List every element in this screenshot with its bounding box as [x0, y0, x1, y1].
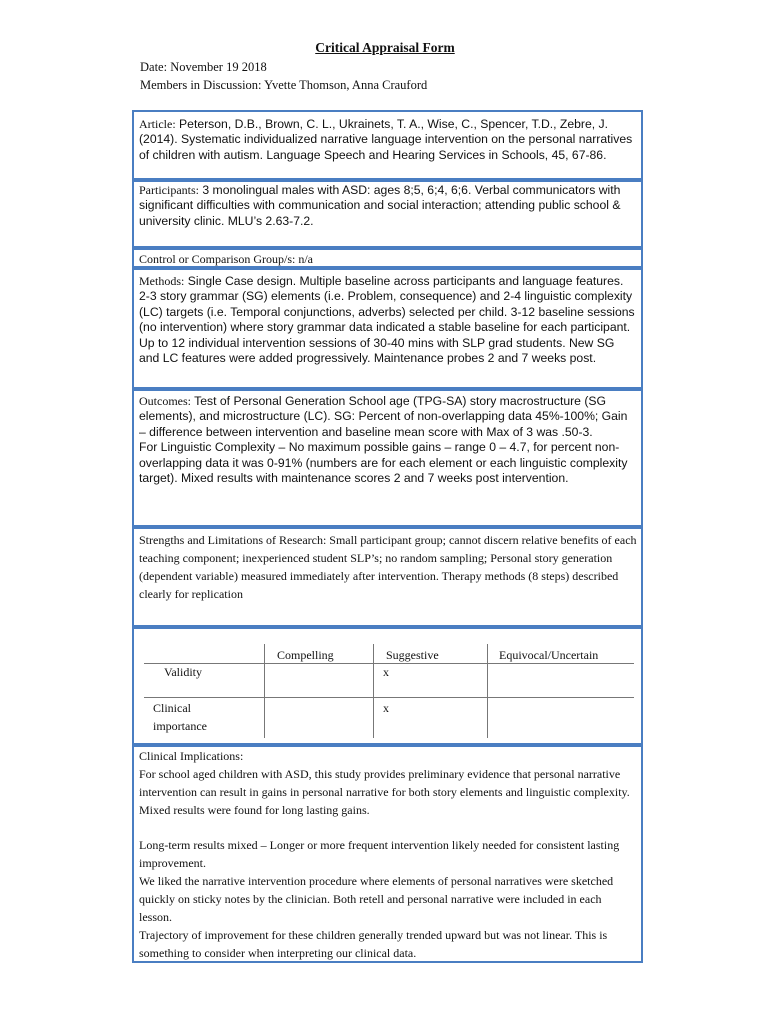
article-section — [132, 110, 643, 182]
outcomes-text: Test of Personal Generation School age (TPG-SA) story macrostructure (SG elements), and microstructure (LC). SG: Percent of non-overlapping data 45%-100%; Gain – difference between intervention and baseline mean score with Max of 3 was .50-3. — [139, 394, 628, 439]
implications-p3: We liked the narrative intervention procedure where elements of personal narratives were sketched quickly on sticky notes by the clinician. Both retell and personal narrative were included in each lesson. — [139, 874, 614, 924]
date-line: Date: November 19 2018 — [140, 60, 267, 74]
page-title: Critical Appraisal Form — [315, 40, 455, 55]
implications-p2: Long-term results mixed – Longer or more frequent intervention likely needed for consistent lasting improvement. — [139, 838, 620, 870]
col-suggestive: Suggestive — [386, 648, 439, 662]
participants-section — [132, 178, 643, 250]
participants-text: 3 monolingual males with ASD: ages 8;5, 6;4, 6;6. Verbal communicators with significant difficulties with communication and social interaction; attending public school & university clinic. MLU’s 2.63-7.2. — [139, 183, 621, 228]
grid-line — [487, 644, 488, 738]
rating-section — [132, 625, 643, 747]
implications-p1: For school aged children with ASD, this study provides preliminary evidence that personal narrative intervention can result in gains in personal narrative for both story elements and linguistic complexity. Mixed results were found for long lasting gains. — [139, 767, 630, 817]
methods-section — [132, 266, 643, 391]
implications-label: Clinical Implications: — [139, 749, 244, 763]
grid-line — [144, 697, 634, 698]
grid-line — [144, 663, 634, 664]
grid-line — [373, 644, 374, 738]
validity-suggestive-mark: x — [383, 665, 389, 679]
methods-text: Single Case design. Multiple baseline across participants and language features. 2-3 story grammar (SG) elements (i.e. Problem, consequence) and 2-4 linguistic complexity (LC) targets (i.e. Temporal conjunctions, adverbs) selected per child. 3-12 baseline sessions (no intervention) where story grammar data indicated a stable baseline for each participant. Up to 12 individual intervention sessions of 30-40 mins with SLP grad students. New SG and LC features were added progressively. Maintenance probes 2 and 7 weeks post. — [139, 274, 635, 366]
members-line: Members in Discussion: Yvette Thomson, Anna Crauford — [140, 78, 428, 92]
article-label: Article: — [139, 117, 176, 131]
implications-section — [132, 743, 643, 963]
col-equivocal: Equivocal/Uncertain — [499, 648, 599, 662]
methods-label: Methods: — [139, 274, 185, 288]
strengths-text: Strengths and Limitations of Research: Small participant group; cannot discern relative benefits of each teaching component; inexperienced student SLP’s; no random sampling; Personal story generation (dependent variable) measured immediately after intervention. Therapy methods (8 steps) described clearly for replication — [139, 533, 637, 601]
row-clinical-label: Clinical — [153, 701, 191, 715]
col-compelling: Compelling — [277, 648, 334, 662]
control-text: Control or Comparison Group/s: n/a — [139, 252, 313, 266]
outcomes-section — [132, 387, 643, 529]
article-text: Peterson, D.B., Brown, C. L., Ukrainets, T. A., Wise, C., Spencer, T.D., Zebre, J. (2014). Systematic individualized narrative language intervention on the personal narratives of children with autism. Language Speech and Hearing Services in Schools, 45, 67-86. — [139, 117, 633, 162]
implications-p4: Trajectory of improvement for these children generally trended upward but was not linear. This is something to consider when interpreting our clinical data. — [139, 928, 608, 960]
row-validity-label: Validity — [164, 665, 202, 679]
participants-label: Participants: — [139, 183, 199, 197]
row-clinical-label-2: importance — [153, 719, 207, 733]
outcomes-label: Outcomes: — [139, 394, 191, 408]
outcomes-text-2: For Linguistic Complexity – No maximum possible gains – range 0 – 4.7, for percent non-overlapping data it was 0-91% (numbers are for each element or each linguistic complexity target). Mixed results with maintenance scores 2 and 7 weeks post intervention. — [139, 440, 628, 486]
grid-line — [264, 644, 265, 738]
clinical-suggestive-mark: x — [383, 701, 389, 715]
strengths-section — [132, 525, 643, 629]
